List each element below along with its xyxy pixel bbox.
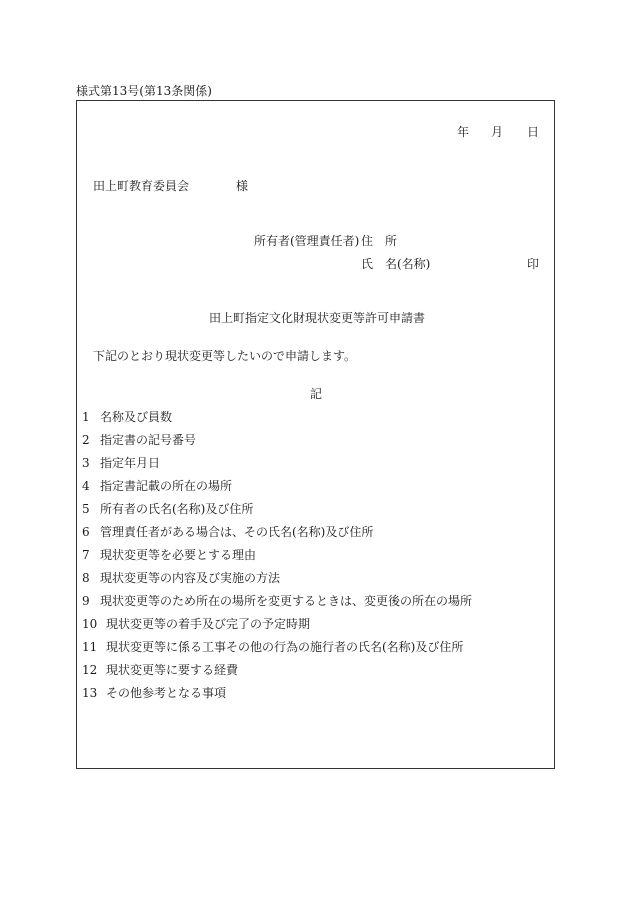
- list-item: [82, 571, 472, 594]
- item-text: 所有者の氏名(名称)及び住所: [100, 502, 254, 516]
- item-text: 現状変更等を必要とする理由: [100, 548, 257, 562]
- item-text: 現状変更等に要する経費: [106, 663, 239, 677]
- item-number: 1: [82, 410, 90, 424]
- item-text: 現状変更等の着手及び完了の予定時期: [106, 617, 311, 631]
- seal-mark: 印: [527, 257, 540, 271]
- list-item: [82, 456, 472, 479]
- item-text: 現状変更等の内容及び実施の方法: [100, 571, 281, 585]
- intro-text: 下記のとおり現状変更等したいので申請します。: [93, 349, 357, 363]
- list-item: [82, 433, 472, 456]
- date-day-label: 日: [527, 125, 540, 139]
- item-list: [82, 410, 472, 709]
- document-title: 田上町指定文化財現状変更等許可申請書: [209, 311, 426, 325]
- address-label: 住 所: [361, 234, 398, 248]
- item-text: 名称及び員数: [100, 410, 173, 424]
- item-number: 4: [82, 479, 90, 493]
- item-number: 8: [82, 571, 90, 585]
- addressee-name: 田上町教育委員会: [93, 179, 190, 193]
- item-number: 3: [82, 456, 90, 470]
- list-item: [82, 663, 472, 686]
- list-item: [82, 548, 472, 571]
- addressee-honorific: 様: [236, 179, 249, 193]
- owner-label: 所有者(管理責任者): [254, 234, 360, 248]
- list-item: [82, 594, 472, 617]
- list-item: [82, 640, 472, 663]
- item-number: 7: [82, 548, 90, 562]
- item-number: 9: [82, 594, 90, 608]
- date-year-label: 年: [457, 125, 470, 139]
- item-text: 指定書の記号番号: [100, 433, 197, 447]
- item-number: 12: [82, 663, 98, 677]
- date-month-label: 月: [491, 125, 504, 139]
- item-text: 現状変更等に係る工事その他の行為の施行者の氏名(名称)及び住所: [106, 640, 464, 654]
- item-text: 指定年月日: [100, 456, 161, 470]
- item-number: 13: [82, 686, 98, 700]
- name-label: 氏 名(名称): [361, 257, 431, 271]
- list-item: [82, 525, 472, 548]
- form-number-label: 様式第13号(第13条関係): [76, 84, 212, 98]
- list-item: [82, 502, 472, 525]
- item-number: 5: [82, 502, 90, 516]
- list-item: [82, 686, 472, 709]
- ki-heading: 記: [310, 387, 323, 401]
- list-item: [82, 479, 472, 502]
- item-number: 11: [82, 640, 98, 654]
- list-item: [82, 617, 472, 640]
- item-text: 管理責任者がある場合は、その氏名(名称)及び住所: [100, 525, 374, 539]
- item-text: 指定書記載の所在の場所: [100, 479, 233, 493]
- item-text: 現状変更等のため所在の場所を変更するときは、変更後の所在の場所: [100, 594, 473, 608]
- item-text: その他参考となる事項: [106, 686, 227, 700]
- item-number: 2: [82, 433, 90, 447]
- item-number: 6: [82, 525, 90, 539]
- item-number: 10: [82, 617, 98, 631]
- list-item: [82, 410, 472, 433]
